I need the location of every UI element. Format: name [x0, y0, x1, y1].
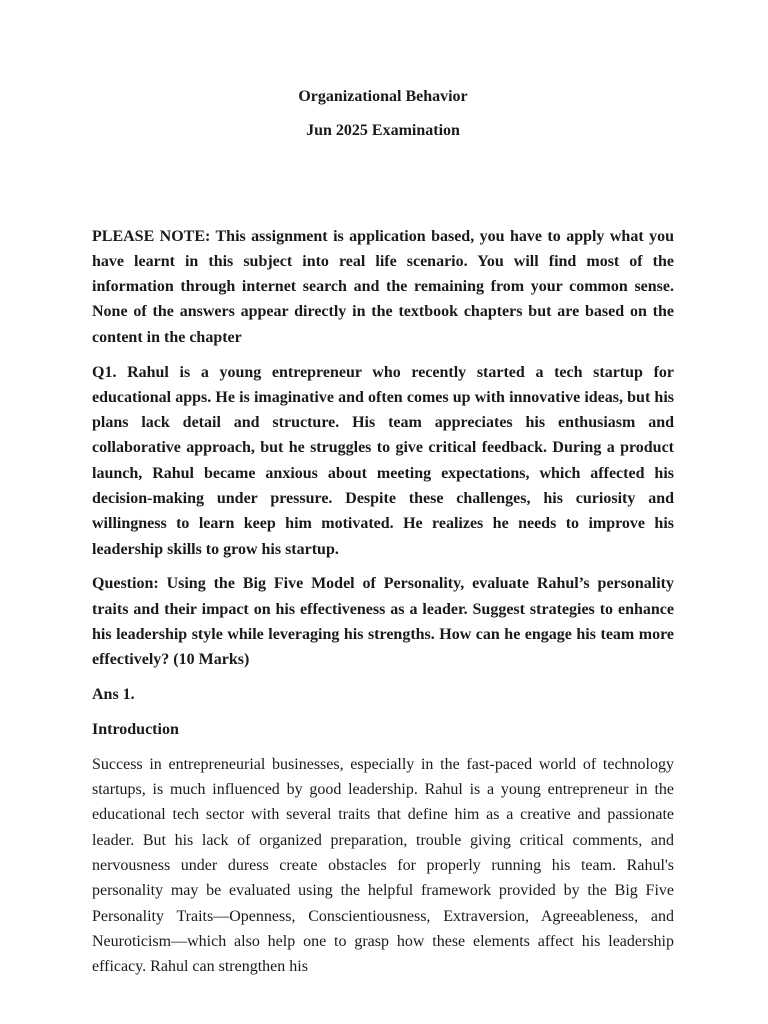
please-note-paragraph: PLEASE NOTE: This assignment is application based, you have to apply what you have learnt in this subject into real life scenario. You will find most of the information through internet search and the remaining from your common sense. None of the answers appear directly in the textbook chapters but are based on the content in the chapter — [92, 227, 674, 346]
answer-label: Ans 1. — [92, 686, 135, 704]
document-subtitle: Jun 2025 Examination — [306, 122, 460, 140]
document-title: Organizational Behavior — [298, 88, 468, 105]
introduction-heading: Introduction — [92, 720, 179, 738]
question-prompt-paragraph: Question: Using the Big Five Model of Personality, evaluate Rahul’s personality traits and their impact on his effectiveness as a leader. Suggest strategies to enhance his leadership style while leveraging his strengths. How can he engage his team more effectively? (10 Marks) — [92, 575, 674, 669]
q1-scenario-paragraph: Q1. Rahul is a young entrepreneur who recently started a tech startup for educational apps. He is imaginative and often comes up with innovative ideas, but his plans lack detail and structure. His team appreciates his enthusiasm and collaborative approach, but he struggles to give critical feedback. During a product launch, Rahul became anxious about meeting expectations, which affected his decision-making under pressure. Despite these challenges, his curiosity and willingness to learn keep him motivated. He realizes he needs to improve his leadership skills to grow his startup. — [92, 363, 674, 558]
introduction-body-paragraph: Success in entrepreneurial businesses, especially in the fast-paced world of technology startups, is much influenced by good leadership. Rahul is a young entrepreneur in the educational tech sector with several traits that define him as a creative and passionate leader. But his lack of organized preparation, trouble giving critical comments, and nervousness under duress create obstacles for properly running his team. Rahul's personality may be evaluated using the helpful framework provided by the Big Five Personality Traits—Openness, Conscientiousness, Extraversion, Agreeableness, and Neuroticism—which also help one to grasp how these elements affect his leadership efficacy. Rahul can strengthen his — [92, 755, 674, 976]
